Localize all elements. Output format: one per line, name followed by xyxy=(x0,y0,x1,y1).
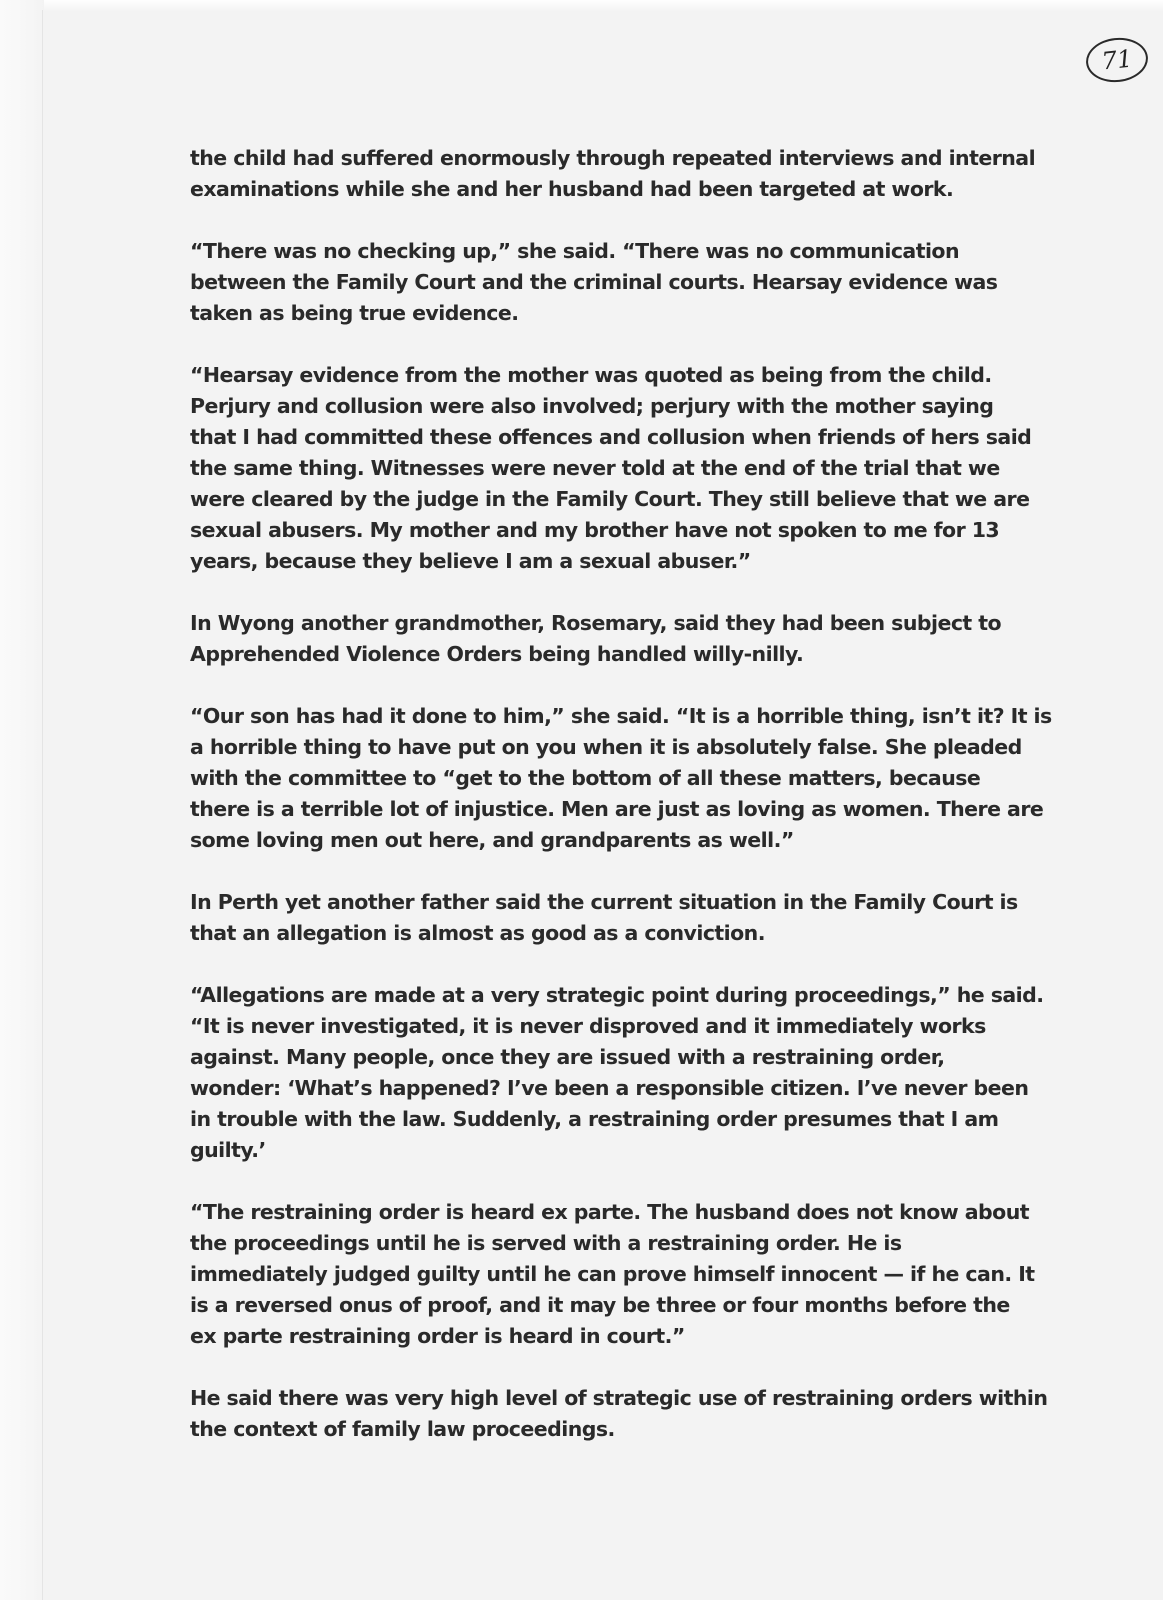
text-line: “It is never investigated, it is never disproved and it immediately works xyxy=(190,1014,986,1038)
text-line: He said there was very high level of strategic use of restraining orders within xyxy=(190,1386,1048,1410)
handwritten-page-number: 71 xyxy=(1084,35,1150,85)
scan-top-edge xyxy=(0,0,1163,12)
text-line: immediately judged guilty until he can prove himself innocent — if he can. It xyxy=(190,1262,1035,1286)
text-line: the same thing. Witnesses were never told at the end of the trial that we xyxy=(190,456,1000,480)
scan-left-edge xyxy=(0,0,44,1600)
text-line: the proceedings until he is served with a restraining order. He is xyxy=(190,1231,902,1255)
text-line: examinations while she and her husband had been targeted at work. xyxy=(190,177,954,201)
text-line: “Our son has had it done to him,” she said. “It is a horrible thing, isn’t it? It is xyxy=(190,704,1052,728)
text-line: were cleared by the judge in the Family Court. They still believe that we are xyxy=(190,487,1030,511)
text-line: years, because they believe I am a sexual abuser.” xyxy=(190,549,751,573)
text-line: against. Many people, once they are issued with a restraining order, xyxy=(190,1045,945,1069)
text-line: the context of family law proceedings. xyxy=(190,1417,615,1441)
text-line: In Perth yet another father said the current situation in the Family Court is xyxy=(190,890,1018,914)
text-line: is a reversed onus of proof, and it may be three or four months before the xyxy=(190,1293,1010,1317)
paragraph-7 xyxy=(190,980,1044,1166)
text-line: ex parte restraining order is heard in court.” xyxy=(190,1324,685,1348)
paragraph-2 xyxy=(190,236,1030,329)
paragraph-6 xyxy=(190,887,1030,949)
text-line: between the Family Court and the criminal courts. Hearsay evidence was xyxy=(190,270,998,294)
text-line: some loving men out here, and grandparents as well.” xyxy=(190,828,794,852)
paragraph-9 xyxy=(190,1383,1048,1445)
text-line: there is a terrible lot of injustice. Men are just as loving as women. There are xyxy=(190,797,1044,821)
paragraph-5 xyxy=(190,701,1052,856)
text-line: “There was no checking up,” she said. “There was no communication xyxy=(190,239,960,263)
paragraph-1 xyxy=(190,143,1036,205)
text-line: “Hearsay evidence from the mother was quoted as being from the child. xyxy=(190,363,992,387)
text-line: “Allegations are made at a very strategic point during proceedings,” he said. xyxy=(190,983,1044,1007)
text-line: that I had committed these offences and collusion when friends of hers said xyxy=(190,425,1032,449)
text-line: that an allegation is almost as good as a conviction. xyxy=(190,921,765,945)
paragraph-8 xyxy=(190,1197,1035,1352)
scan-edge-line xyxy=(42,10,43,1600)
text-line: Perjury and collusion were also involved; perjury with the mother saying xyxy=(190,394,994,418)
text-line: taken as being true evidence. xyxy=(190,301,519,325)
text-line: a horrible thing to have put on you when it is absolutely false. She pleaded xyxy=(190,735,1022,759)
text-line: the child had suffered enormously through repeated interviews and internal xyxy=(190,146,1036,170)
paragraph-3 xyxy=(190,360,1030,577)
text-line: in trouble with the law. Suddenly, a restraining order presumes that I am xyxy=(190,1107,999,1131)
text-line: sexual abusers. My mother and my brother have not spoken to me for 13 xyxy=(190,518,1000,542)
document-body xyxy=(190,143,1052,1476)
text-line: guilty.’ xyxy=(190,1138,266,1162)
text-line: Apprehended Violence Orders being handled willy-nilly. xyxy=(190,642,804,666)
paragraph-4 xyxy=(190,608,1030,670)
text-line: wonder: ‘What’s happened? I’ve been a responsible citizen. I’ve never been xyxy=(190,1076,1029,1100)
text-line: “The restraining order is heard ex parte. The husband does not know about xyxy=(190,1200,1030,1224)
text-line: In Wyong another grandmother, Rosemary, said they had been subject to xyxy=(190,611,1002,635)
text-line: with the committee to “get to the bottom of all these matters, because xyxy=(190,766,981,790)
